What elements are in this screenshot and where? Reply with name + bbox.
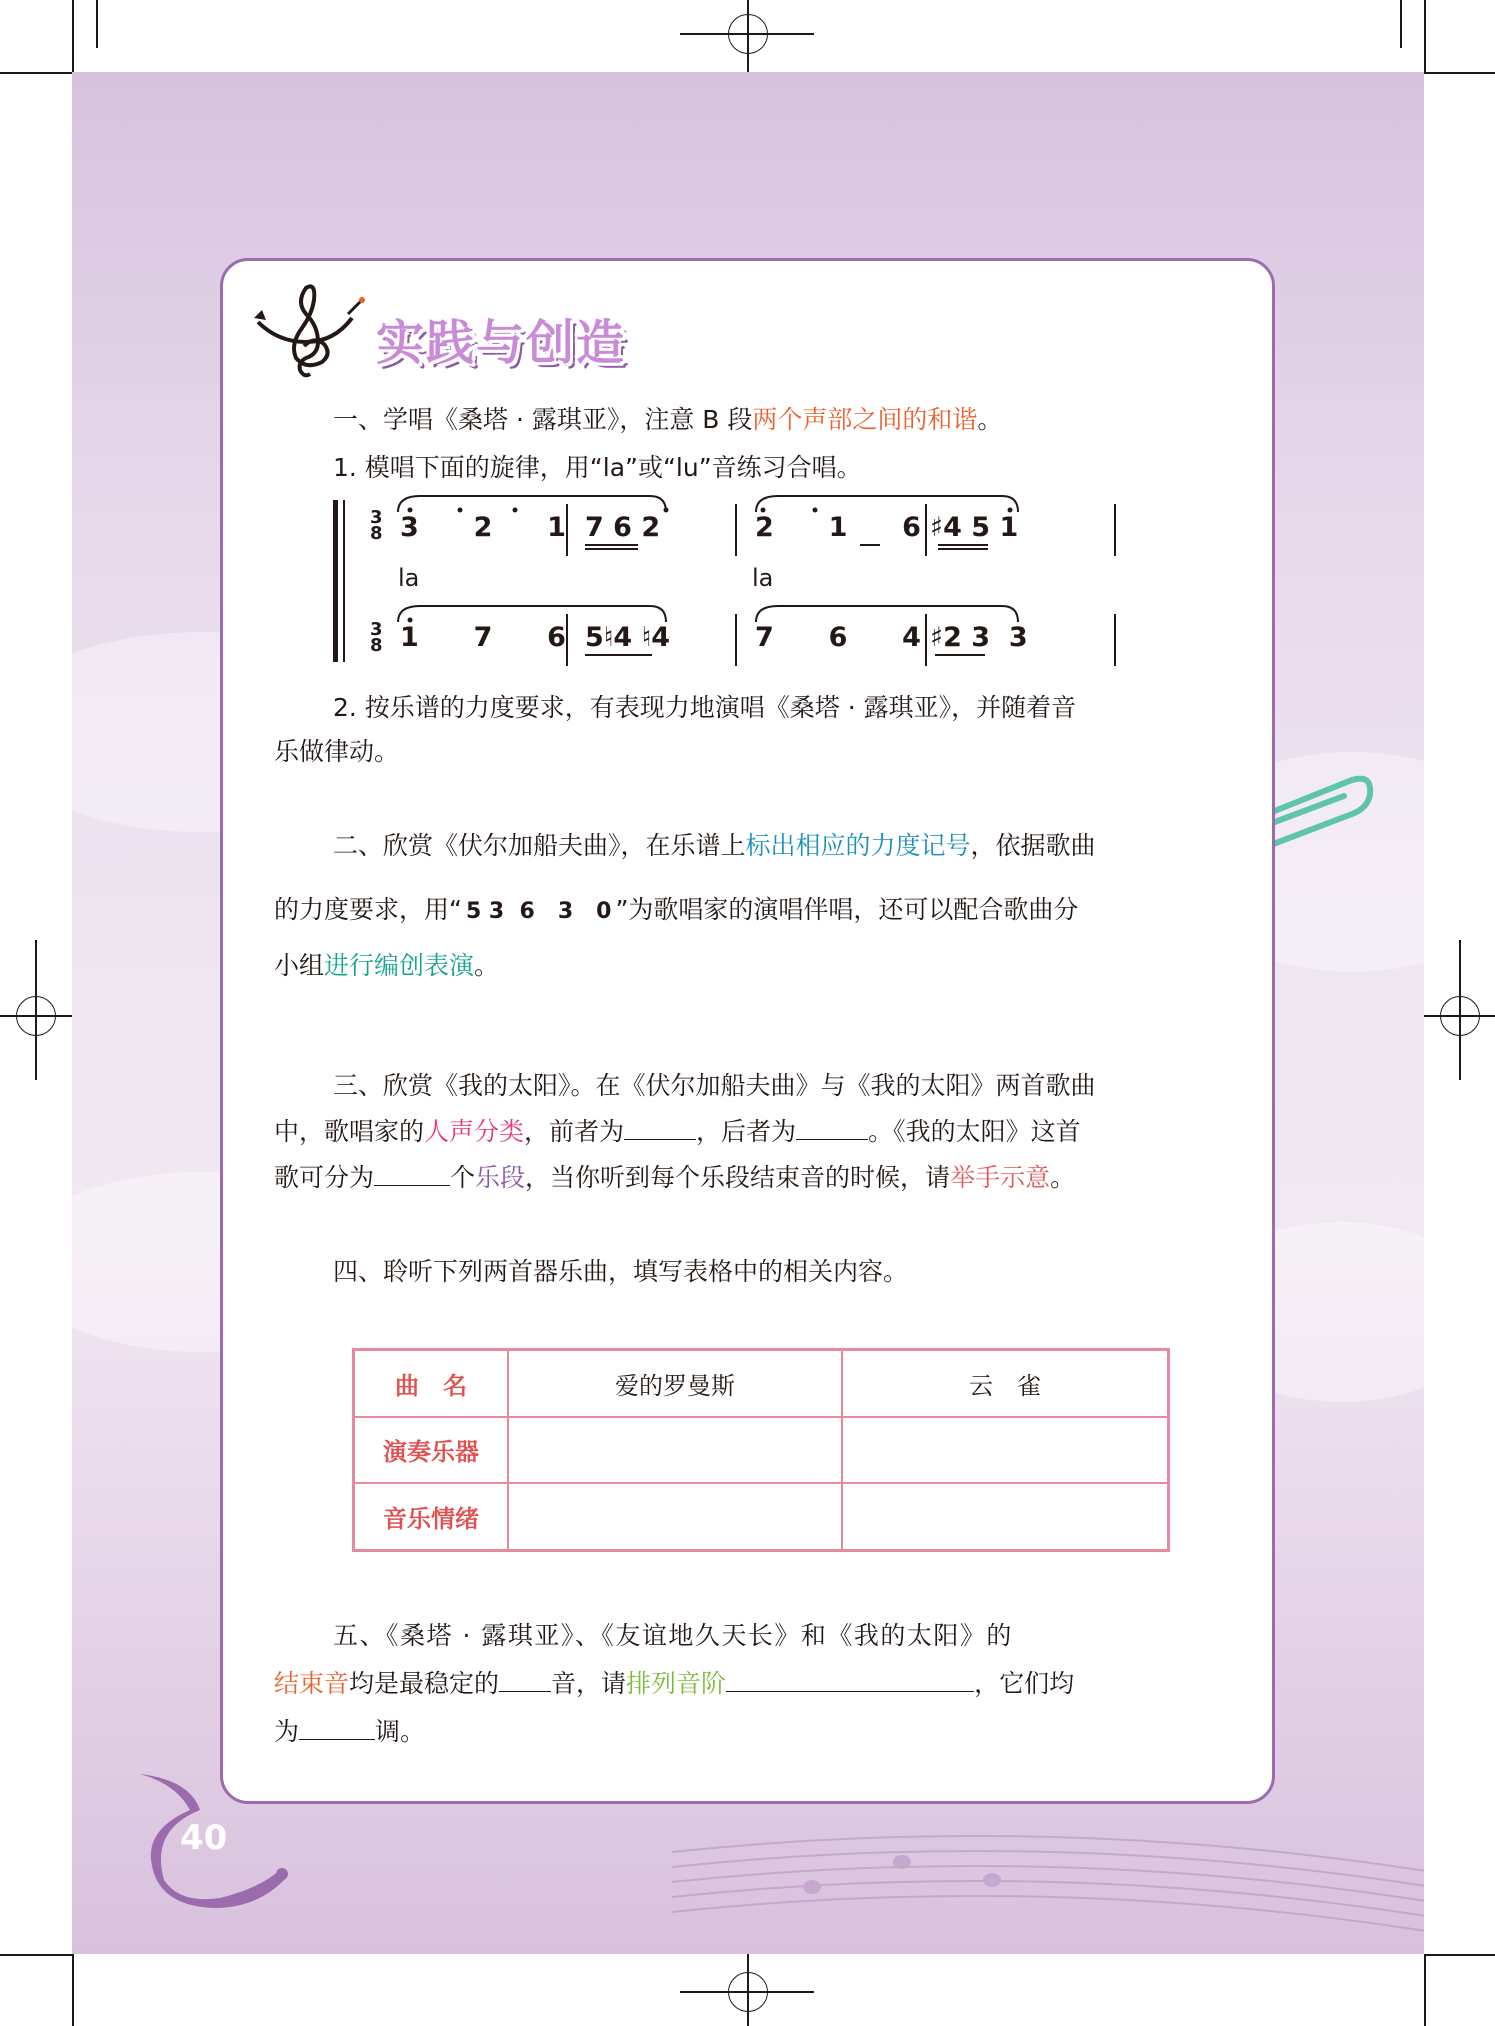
item5-line2-a: 均是最稳定的 <box>349 1669 500 1698</box>
barline <box>566 504 568 556</box>
item2-line2-post: ”为歌唱家的演唱伴唱，还可以配合歌曲分 <box>615 895 1079 924</box>
item3-line2-a: 中，歌唱家的 <box>274 1117 425 1146</box>
item5-ending-note: 结束音 <box>274 1669 350 1698</box>
item3-line3-b: 个 <box>450 1163 476 1192</box>
item3-line3-c: ，当你听到每个乐段结束音的时候，请 <box>525 1163 951 1192</box>
table-row <box>354 1483 1169 1550</box>
section-header <box>248 278 648 388</box>
answer-blank[interactable] <box>299 1717 375 1740</box>
measure: 1 7 6 <box>400 622 566 653</box>
item4-heading: 四、聆听下列两首器乐曲，填写表格中的相关内容。 <box>333 1257 909 1286</box>
treble-clef-conductor-icon <box>248 278 378 388</box>
crop-mark-br-h <box>1424 1954 1495 1956</box>
time-sig-top: 3 <box>370 507 383 528</box>
crop-mark-tl-v2 <box>96 0 98 48</box>
item5-line2-b: 音，请 <box>551 1669 627 1698</box>
table-answer-cell[interactable] <box>842 1483 1169 1550</box>
crop-mark-bl-h <box>0 1954 72 1956</box>
crop-mark-tr-h <box>1424 72 1495 74</box>
item3-line3 <box>274 1154 1075 1202</box>
measure: 7 6 4 <box>755 622 921 653</box>
barline <box>1114 504 1116 556</box>
crop-mark-br-v <box>1424 1954 1426 2026</box>
item2-line3 <box>274 942 499 990</box>
table-row <box>354 1350 1169 1417</box>
table-answer-cell[interactable] <box>842 1417 1169 1483</box>
table-row-header: 演奏乐器 <box>354 1417 509 1483</box>
item5-line2 <box>274 1660 1074 1708</box>
item1-heading-highlight: 两个声部之间的和谐 <box>752 405 978 434</box>
item2-line3-pre: 小组 <box>274 951 325 980</box>
barline <box>735 504 737 556</box>
table-cell: 爱的罗曼斯 <box>508 1350 842 1417</box>
time-sig-bottom: 8 <box>370 635 383 656</box>
item3-section-word: 乐段 <box>475 1163 526 1192</box>
item1-heading-post: 。 <box>977 405 1003 434</box>
item5-line3-b: 调。 <box>375 1717 426 1746</box>
barline <box>1114 614 1116 666</box>
item3-line1: 三、欣赏《我的太阳》。在《伏尔加船夫曲》与《我的太阳》两首歌曲 <box>333 1071 1096 1100</box>
item3-line2 <box>274 1108 1081 1156</box>
measure: 3 2 1 <box>400 512 566 543</box>
measure: ♯4 5 1 <box>930 512 1019 543</box>
item5-line3 <box>274 1708 425 1756</box>
lyric-la: la <box>752 564 774 592</box>
answer-blank[interactable] <box>499 1669 551 1692</box>
item3-line3-a: 歌可分为 <box>274 1163 375 1192</box>
crop-mark-tr-v <box>1424 0 1426 72</box>
table-row-header: 曲 名 <box>354 1350 509 1417</box>
barline <box>925 614 927 666</box>
table-answer-cell[interactable] <box>508 1483 842 1550</box>
system-line <box>343 500 345 662</box>
item3-line3-d: 。 <box>1050 1163 1076 1192</box>
item5-line2-c: ，它们均 <box>974 1669 1075 1698</box>
music-staff-decoration <box>672 1792 1424 1954</box>
table-row <box>354 1417 1169 1483</box>
item1-sub2-line1: 2. 按乐谱的力度要求，有表现力地演唱《桑塔 · 露琪亚》，并随着音 <box>333 693 1077 722</box>
item2-line1-post: ，依据歌曲 <box>970 831 1096 860</box>
measure: ♯2 3 3 <box>930 622 1028 653</box>
time-sig-lower <box>370 619 383 656</box>
table-answer-cell[interactable] <box>508 1417 842 1483</box>
time-sig-upper <box>370 507 383 544</box>
barline <box>566 614 568 666</box>
answer-blank[interactable] <box>374 1163 450 1186</box>
registration-line-top-v <box>747 0 749 72</box>
item3-vocal-classification: 人声分类 <box>424 1117 525 1146</box>
time-sig-top: 3 <box>370 619 383 640</box>
item3-line2-c: ，后者为 <box>696 1117 797 1146</box>
item3-line2-d: 。《我的太阳》这首 <box>868 1117 1081 1146</box>
crop-mark-tl-v <box>72 0 74 72</box>
item5-arrange-scale: 排列音阶 <box>626 1669 727 1698</box>
item2-line2-pre: 的力度要求，用“ <box>274 895 462 924</box>
crop-mark-tr-v2 <box>1400 0 1402 48</box>
registration-line-right-v <box>1459 940 1461 1080</box>
item1-heading <box>333 396 1002 444</box>
instrument-table <box>352 1348 1170 1552</box>
answer-blank[interactable] <box>796 1117 868 1140</box>
item2-line1-pre: 二、欣赏《伏尔加船夫曲》，在乐谱上 <box>333 831 746 860</box>
item2-line1 <box>333 822 1096 870</box>
page-number: 40 <box>180 1818 228 1858</box>
item1-sub2-line2: 乐做律动。 <box>274 737 400 766</box>
crop-mark-bl-v <box>72 1954 74 2026</box>
registration-line-left-v <box>35 940 37 1080</box>
item5-line1: 五、《桑塔 · 露琪亚》、《友谊地久天长》和《我的太阳》的 <box>333 1621 1013 1650</box>
barline <box>735 614 737 666</box>
time-sig-bottom: 8 <box>370 523 383 544</box>
item1-heading-pre: 一、学唱《桑塔 · 露琪亚》，注意 B 段 <box>333 405 753 434</box>
answer-blank[interactable] <box>624 1117 696 1140</box>
item5-line3-a: 为 <box>274 1717 300 1746</box>
item3-raise-hand: 举手示意 <box>950 1163 1051 1192</box>
measure: 5♮4 ♮4 <box>585 622 671 653</box>
item2-line3-post: 。 <box>474 951 500 980</box>
table-row-header: 音乐情绪 <box>354 1483 509 1550</box>
item2-line3-highlight: 进行编创表演 <box>324 951 475 980</box>
table-cell: 云 雀 <box>842 1350 1169 1417</box>
system-brace <box>333 500 338 662</box>
crop-mark-tl-h <box>0 72 72 74</box>
section-title: 实践与创造 <box>376 315 627 371</box>
item1-sub1: 1. 模唱下面的旋律，用“la”或“lu”音练习合唱。 <box>333 453 862 482</box>
item2-line1-highlight: 标出相应的力度记号 <box>745 831 971 860</box>
answer-blank[interactable] <box>726 1669 974 1692</box>
measure: 2 1 6 <box>755 512 921 543</box>
lyric-la: la <box>398 564 420 592</box>
barline <box>925 504 927 556</box>
item2-line2 <box>274 886 1078 936</box>
measure: 7 6 2 <box>585 512 661 543</box>
registration-line-bottom-v <box>747 1954 749 2026</box>
item3-line2-b: ，前者为 <box>524 1117 625 1146</box>
rhythm-pattern: 5 3 6 3 0 <box>465 899 612 924</box>
